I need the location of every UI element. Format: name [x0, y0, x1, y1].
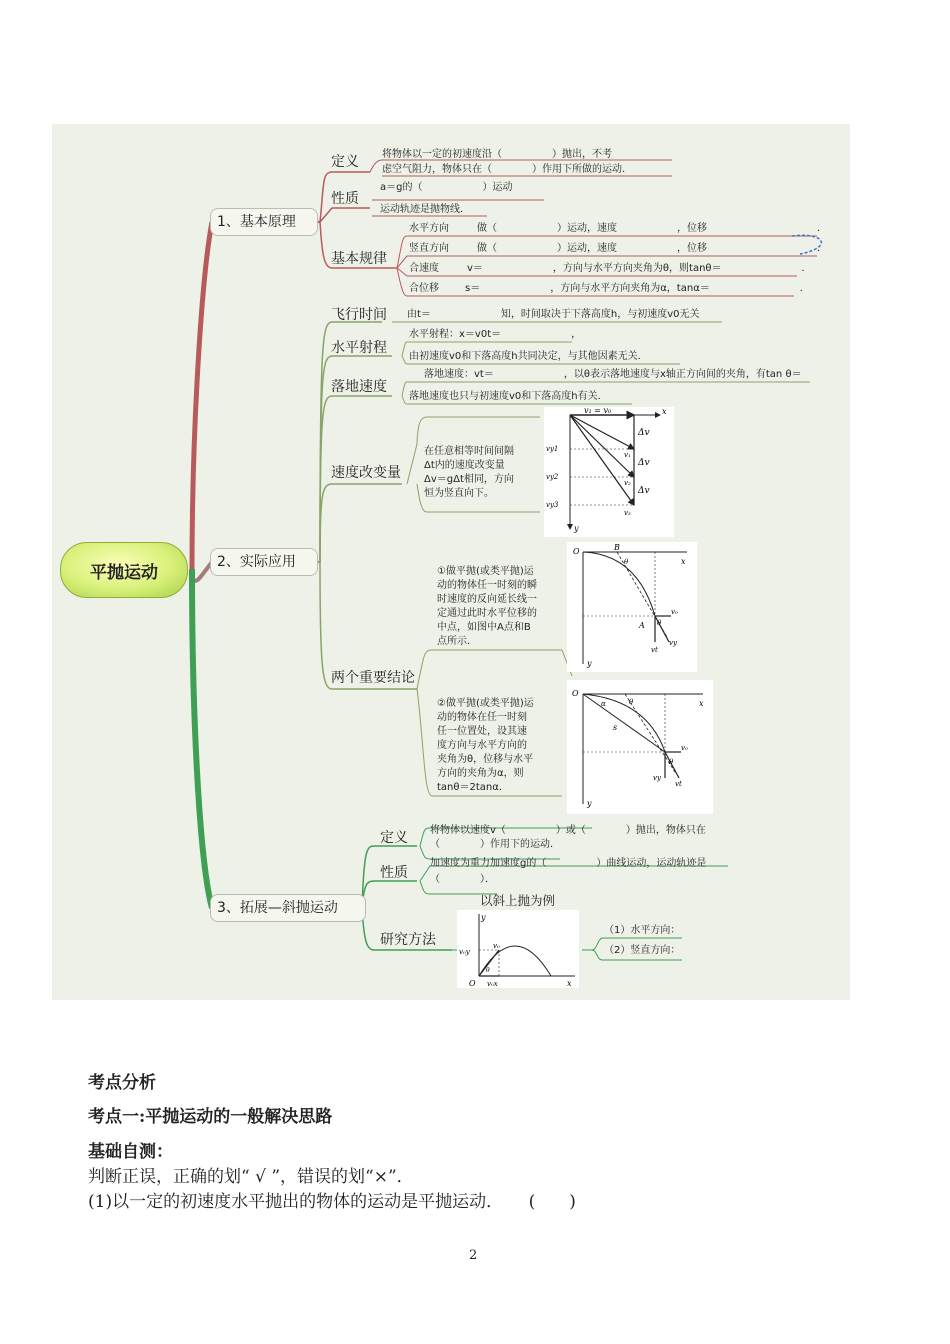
fig-c1-a: A	[639, 621, 645, 630]
fig-ob-y: y	[481, 913, 486, 922]
conclusion-2-line-3: 任一位置处，设其速	[437, 726, 527, 737]
fig-c2-alpha: α	[601, 700, 606, 708]
flight-time-label: 飞行时间	[331, 307, 387, 323]
research-method-label: 研究方法	[380, 932, 436, 948]
oblique-definition-label: 定义	[380, 830, 408, 846]
fig-c2-o: O	[572, 689, 579, 698]
velocity-change-line-2: Δt内的速度改变量	[424, 460, 505, 471]
instruction-line: 判断正误，正确的划“ √ ”，错误的划“×”．	[88, 1167, 414, 1187]
conclusion-2-line-7: tanθ＝2tanα.	[437, 782, 503, 793]
mind-map	[52, 124, 850, 1000]
conclusion-1-line-6: 点所示．	[437, 636, 477, 647]
law-displacement-text: s＝ ，方向与水平方向夹角为α，tanα＝ ．	[465, 283, 810, 294]
oblique-definition-line-1: 将物体以速度v（ ）或（ ）抛出，物体只在	[430, 825, 706, 836]
fig-ob-x: x	[567, 979, 572, 988]
fig-dv-delta-2: Δv	[638, 458, 650, 468]
fig-c1-o: O	[573, 547, 580, 556]
fig-dv-v3: v₃	[624, 509, 631, 517]
section-heading: 考点分析	[88, 1073, 156, 1093]
law-vertical-label: 竖直方向	[409, 243, 449, 254]
research-method-vertical: （2）竖直方向：	[604, 945, 681, 956]
oblique-projectile-figure	[457, 910, 579, 988]
conclusion-2-line-4: 度方向与水平方向的	[437, 740, 527, 751]
fig-c1-vt: vt	[651, 646, 658, 654]
conclusion-2-diagram	[567, 680, 713, 814]
landing-velocity-label: 落地速度	[331, 379, 387, 395]
fig-c2-theta: θ	[669, 758, 674, 766]
fig-ob-v0y: v₀y	[459, 948, 470, 956]
conclusion-1-line-4: 定通过此时水平位移的	[437, 608, 537, 619]
landing-velocity-line-2: 落地速度也只与初速度v0和下落高度h有关．	[409, 391, 608, 402]
fig-dv-delta-3: Δv	[638, 486, 650, 496]
nature-line-1: a＝g的（ ）运动	[380, 182, 513, 193]
fig-c1-theta-top: θ	[624, 558, 629, 566]
oblique-projectile-diagram	[457, 910, 579, 988]
topic-heading: 考点一:平抛运动的一般解决思路	[88, 1107, 333, 1127]
fig-ob-v0x: v₀x	[487, 980, 498, 988]
fig-c1-x: x	[681, 557, 686, 566]
fig-dv-v1: v₁	[624, 451, 631, 459]
velocity-change-label: 速度改变量	[331, 465, 401, 481]
fig-c1-vy: vy	[669, 639, 677, 647]
fig-ob-o: O	[469, 979, 476, 988]
conclusion-1-diagram	[567, 542, 697, 672]
law-horizontal-label: 水平方向	[409, 223, 449, 234]
velocity-change-figure	[544, 407, 674, 537]
fig-dv-x-label: x	[662, 407, 667, 416]
branch-3-label: 3、拓展—斜抛运动	[210, 894, 366, 922]
conclusion-2-line-2: 动的物体在任一时刻	[437, 712, 527, 723]
oblique-nature-line-2: （ ）．	[430, 874, 495, 885]
question-1: (1)以一定的初速度水平抛出的物体的运动是平抛运动． ( )	[88, 1192, 576, 1212]
range-line-2: 由初速度v0和下落高度h共同决定，与其他因素无关．	[409, 351, 648, 362]
page-number: 2	[469, 1248, 478, 1263]
fig-c1-b: B	[614, 543, 620, 552]
branch-1-label: 1、基本原理	[210, 208, 318, 236]
oblique-nature-line-1: 加速度为重力加速度g的（ ）曲线运动，运动轨迹是	[430, 858, 707, 869]
law-velocity-text: v＝ ，方向与水平方向夹角为θ，则tanθ＝ ．	[467, 263, 812, 274]
fig-c2-theta-top: θ	[629, 698, 634, 706]
fig-dv-vy1: vy1	[546, 445, 559, 453]
definition-label: 定义	[331, 154, 359, 170]
conclusions-label: 两个重要结论	[331, 670, 415, 686]
landing-velocity-line-1: 落地速度：vt＝ ，以θ表示落地速度与x轴正方向间的夹角，有tan θ＝	[424, 369, 802, 380]
fig-dv-delta-1: Δv	[638, 428, 650, 438]
fig-c2-y: y	[587, 799, 592, 808]
law-velocity-label: 合速度	[409, 263, 439, 274]
conclusion-1-line-3: 时速度的反向延长线一	[437, 594, 537, 605]
velocity-change-line-3: Δv＝gΔt相同，方向	[424, 474, 514, 485]
nature-label: 性质	[331, 191, 359, 207]
fig-c2-s: s	[613, 723, 618, 732]
fig-c2-vy: vy	[653, 774, 661, 782]
conclusion-2-figure	[567, 680, 713, 814]
fig-c2-x: x	[699, 699, 704, 708]
fig-c2-v0: v₀	[681, 744, 688, 752]
mind-map-root: 平抛运动	[60, 542, 188, 598]
conclusion-1-line-5: 中点，如图中A点和B	[437, 622, 531, 633]
conclusion-1-line-1: ①做平抛(或类平抛)运	[437, 566, 534, 577]
velocity-change-line-1: 在任意相等时间间隔	[424, 446, 514, 457]
conclusion-1-line-2: 动的物体任一时刻的瞬	[437, 580, 537, 591]
definition-line-2: 虑空气阻力，物体只在（ ）作用下所做的运动．	[382, 164, 632, 175]
range-line-1: 水平射程：x＝v0t＝ ，	[409, 329, 582, 340]
conclusion-1-figure	[567, 542, 697, 672]
fig-dv-vy3: vy3	[546, 501, 559, 509]
fig-ob-v0: v₀	[493, 942, 500, 950]
self-test-heading: 基础自测：	[88, 1142, 173, 1162]
law-vertical-text: 做（ ）运动，速度 ，位移 ．	[477, 243, 827, 254]
law-horizontal-text: 做（ ）运动，速度 ，位移 ．	[477, 223, 827, 234]
fig-ob-theta: θ	[486, 967, 490, 974]
fig-dv-vy2: vy2	[546, 473, 559, 481]
research-method-top: 以斜上抛为例	[480, 893, 556, 908]
fig-c1-theta: θ	[657, 619, 662, 627]
velocity-change-diagram	[544, 407, 674, 537]
fig-c2-vt: vt	[675, 780, 682, 788]
fig-dv-y-label: y	[574, 524, 579, 533]
definition-line-1: 将物体以一定的初速度沿（ ）抛出，不考	[382, 149, 612, 160]
law-displacement-label: 合位移	[409, 283, 439, 294]
fig-dv-top-label: v₁ = v₀	[584, 407, 612, 415]
flight-time-text: 由t＝ 知，时间取决于下落高度h，与初速度v0无关	[407, 309, 700, 320]
research-method-horizontal: （1）水平方向：	[604, 925, 681, 936]
oblique-nature-label: 性质	[380, 865, 408, 881]
conclusion-2-line-6: 方向的夹角为α，则	[437, 768, 524, 779]
branch-2-label: 2、实际应用	[210, 548, 318, 576]
oblique-definition-line-2: （ ）作用下的运动．	[430, 839, 560, 850]
nature-line-2: 运动轨迹是抛物线．	[380, 204, 470, 215]
velocity-change-line-4: 恒为竖直向下。	[424, 488, 494, 499]
conclusion-2-line-5: 夹角为θ，位移与水平	[437, 754, 534, 765]
fig-dv-v2: v₂	[624, 479, 631, 487]
fig-c1-y: y	[587, 659, 592, 668]
range-label: 水平射程	[331, 340, 387, 356]
fig-c1-v0: v₀	[671, 608, 678, 616]
conclusion-2-line-1: ②做平抛(或类平抛)运	[437, 698, 534, 709]
laws-label: 基本规律	[331, 251, 387, 267]
